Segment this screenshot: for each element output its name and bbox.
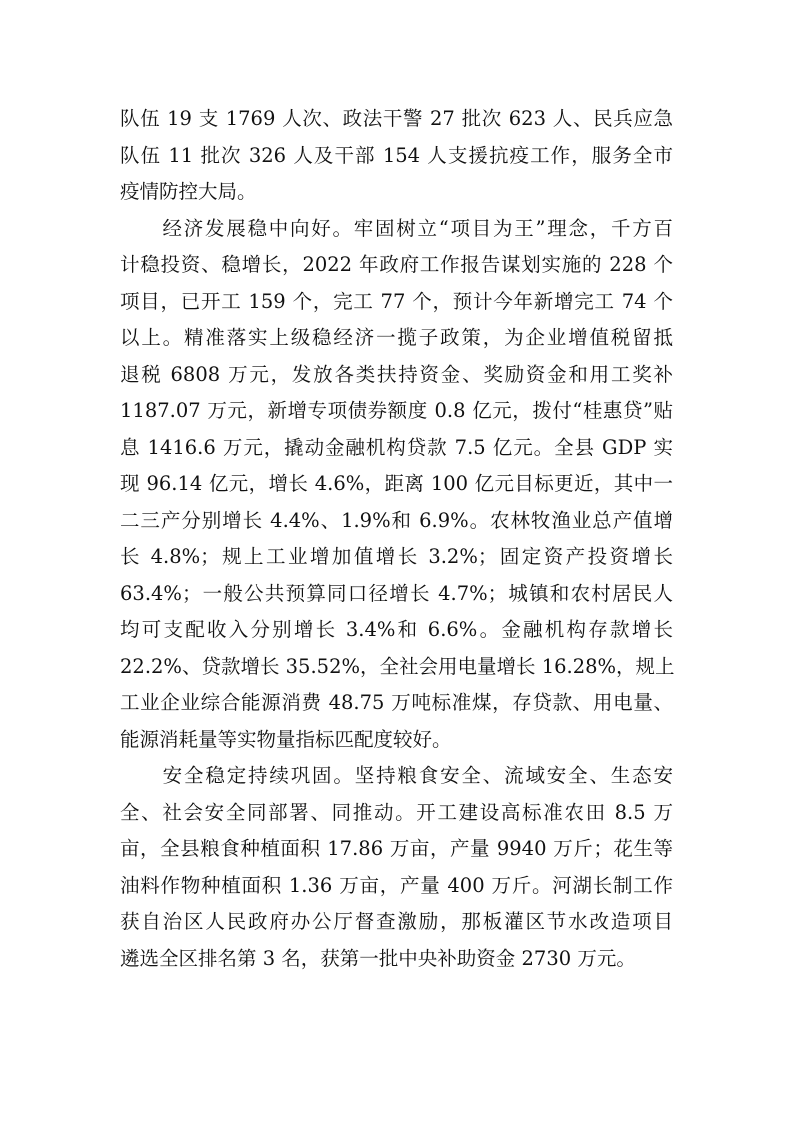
text-line: 均可支配收入分别增长 3.4%和 6.6%。金融机构存款增长 (120, 618, 673, 641)
text-line: 经济发展稳中向好。牢固树立“项目为王”理念，千方百 (120, 216, 673, 240)
text-line: 以上。精准落实上级稳经济一揽子政策，为企业增值税留抵 (120, 326, 673, 349)
text-line: 能源消耗量等实物量指标匹配度较好。 (120, 727, 452, 751)
text-line: 疫情防控大局。 (120, 180, 257, 203)
text-line: 项目，已开工 159 个，完工 77 个，预计今年新增完工 74 个 (120, 289, 673, 313)
paragraph-p1 (120, 101, 673, 211)
text-line: 22.2%、贷款增长 35.52%，全社会用电量增长 16.28%，规上 (120, 654, 675, 678)
text-line: 现 96.14 亿元，增长 4.6%，距离 100 亿元目标更近，其中一 (120, 472, 673, 495)
paragraph-p2 (120, 211, 673, 759)
paragraph-p3 (120, 758, 673, 977)
text-line: 获自治区人民政府办公厅督查激励，那板灌区节水改造项目 (120, 910, 673, 933)
text-line: 安全稳定持续巩固。坚持粮食安全、流域安全、生态安 (120, 764, 673, 787)
text-line: 息 1416.6 万元，撬动金融机构贷款 7.5 亿元。全县 GDP 实 (120, 435, 673, 459)
body-text (120, 101, 673, 977)
text-line: 亩，全县粮食种植面积 17.86 万亩，产量 9940 万斤；花生等 (120, 837, 673, 860)
text-line: 全、社会安全同部署、同推动。开工建设高标准农田 8.5 万 (120, 800, 673, 824)
text-line: 工业企业综合能源消费 48.75 万吨标准煤，存贷款、用电量、 (120, 691, 673, 714)
text-line: 遴选全区排名第 3 名，获第一批中央补助资金 2730 万元。 (120, 946, 636, 970)
text-line: 计稳投资、稳增长，2022 年政府工作报告谋划实施的 228 个 (120, 253, 673, 276)
text-line: 油料作物种植面积 1.36 万亩，产量 400 万斤。河湖长制工作 (120, 873, 673, 897)
text-line: 二三产分别增长 4.4%、1.9%和 6.9%。农林牧渔业总产值增 (120, 508, 673, 532)
text-line: 队伍 19 支 1769 人次、政法干警 27 批次 623 人、民兵应急 (120, 107, 673, 130)
text-line: 退税 6808 万元，发放各类扶持资金、奖励资金和用工奖补 (120, 362, 673, 386)
text-line: 1187.07 万元，新增专项债券额度 0.8 亿元，拨付“桂惠贷”贴 (120, 399, 673, 422)
text-line: 长 4.8%；规上工业增加值增长 3.2%；固定资产投资增长 (120, 545, 673, 568)
text-line: 队伍 11 批次 326 人及干部 154 人支援抗疫工作，服务全市 (120, 143, 673, 167)
document-page (120, 101, 673, 977)
text-line: 63.4%；一般公共预算同口径增长 4.7%；城镇和农村居民人 (120, 581, 673, 605)
